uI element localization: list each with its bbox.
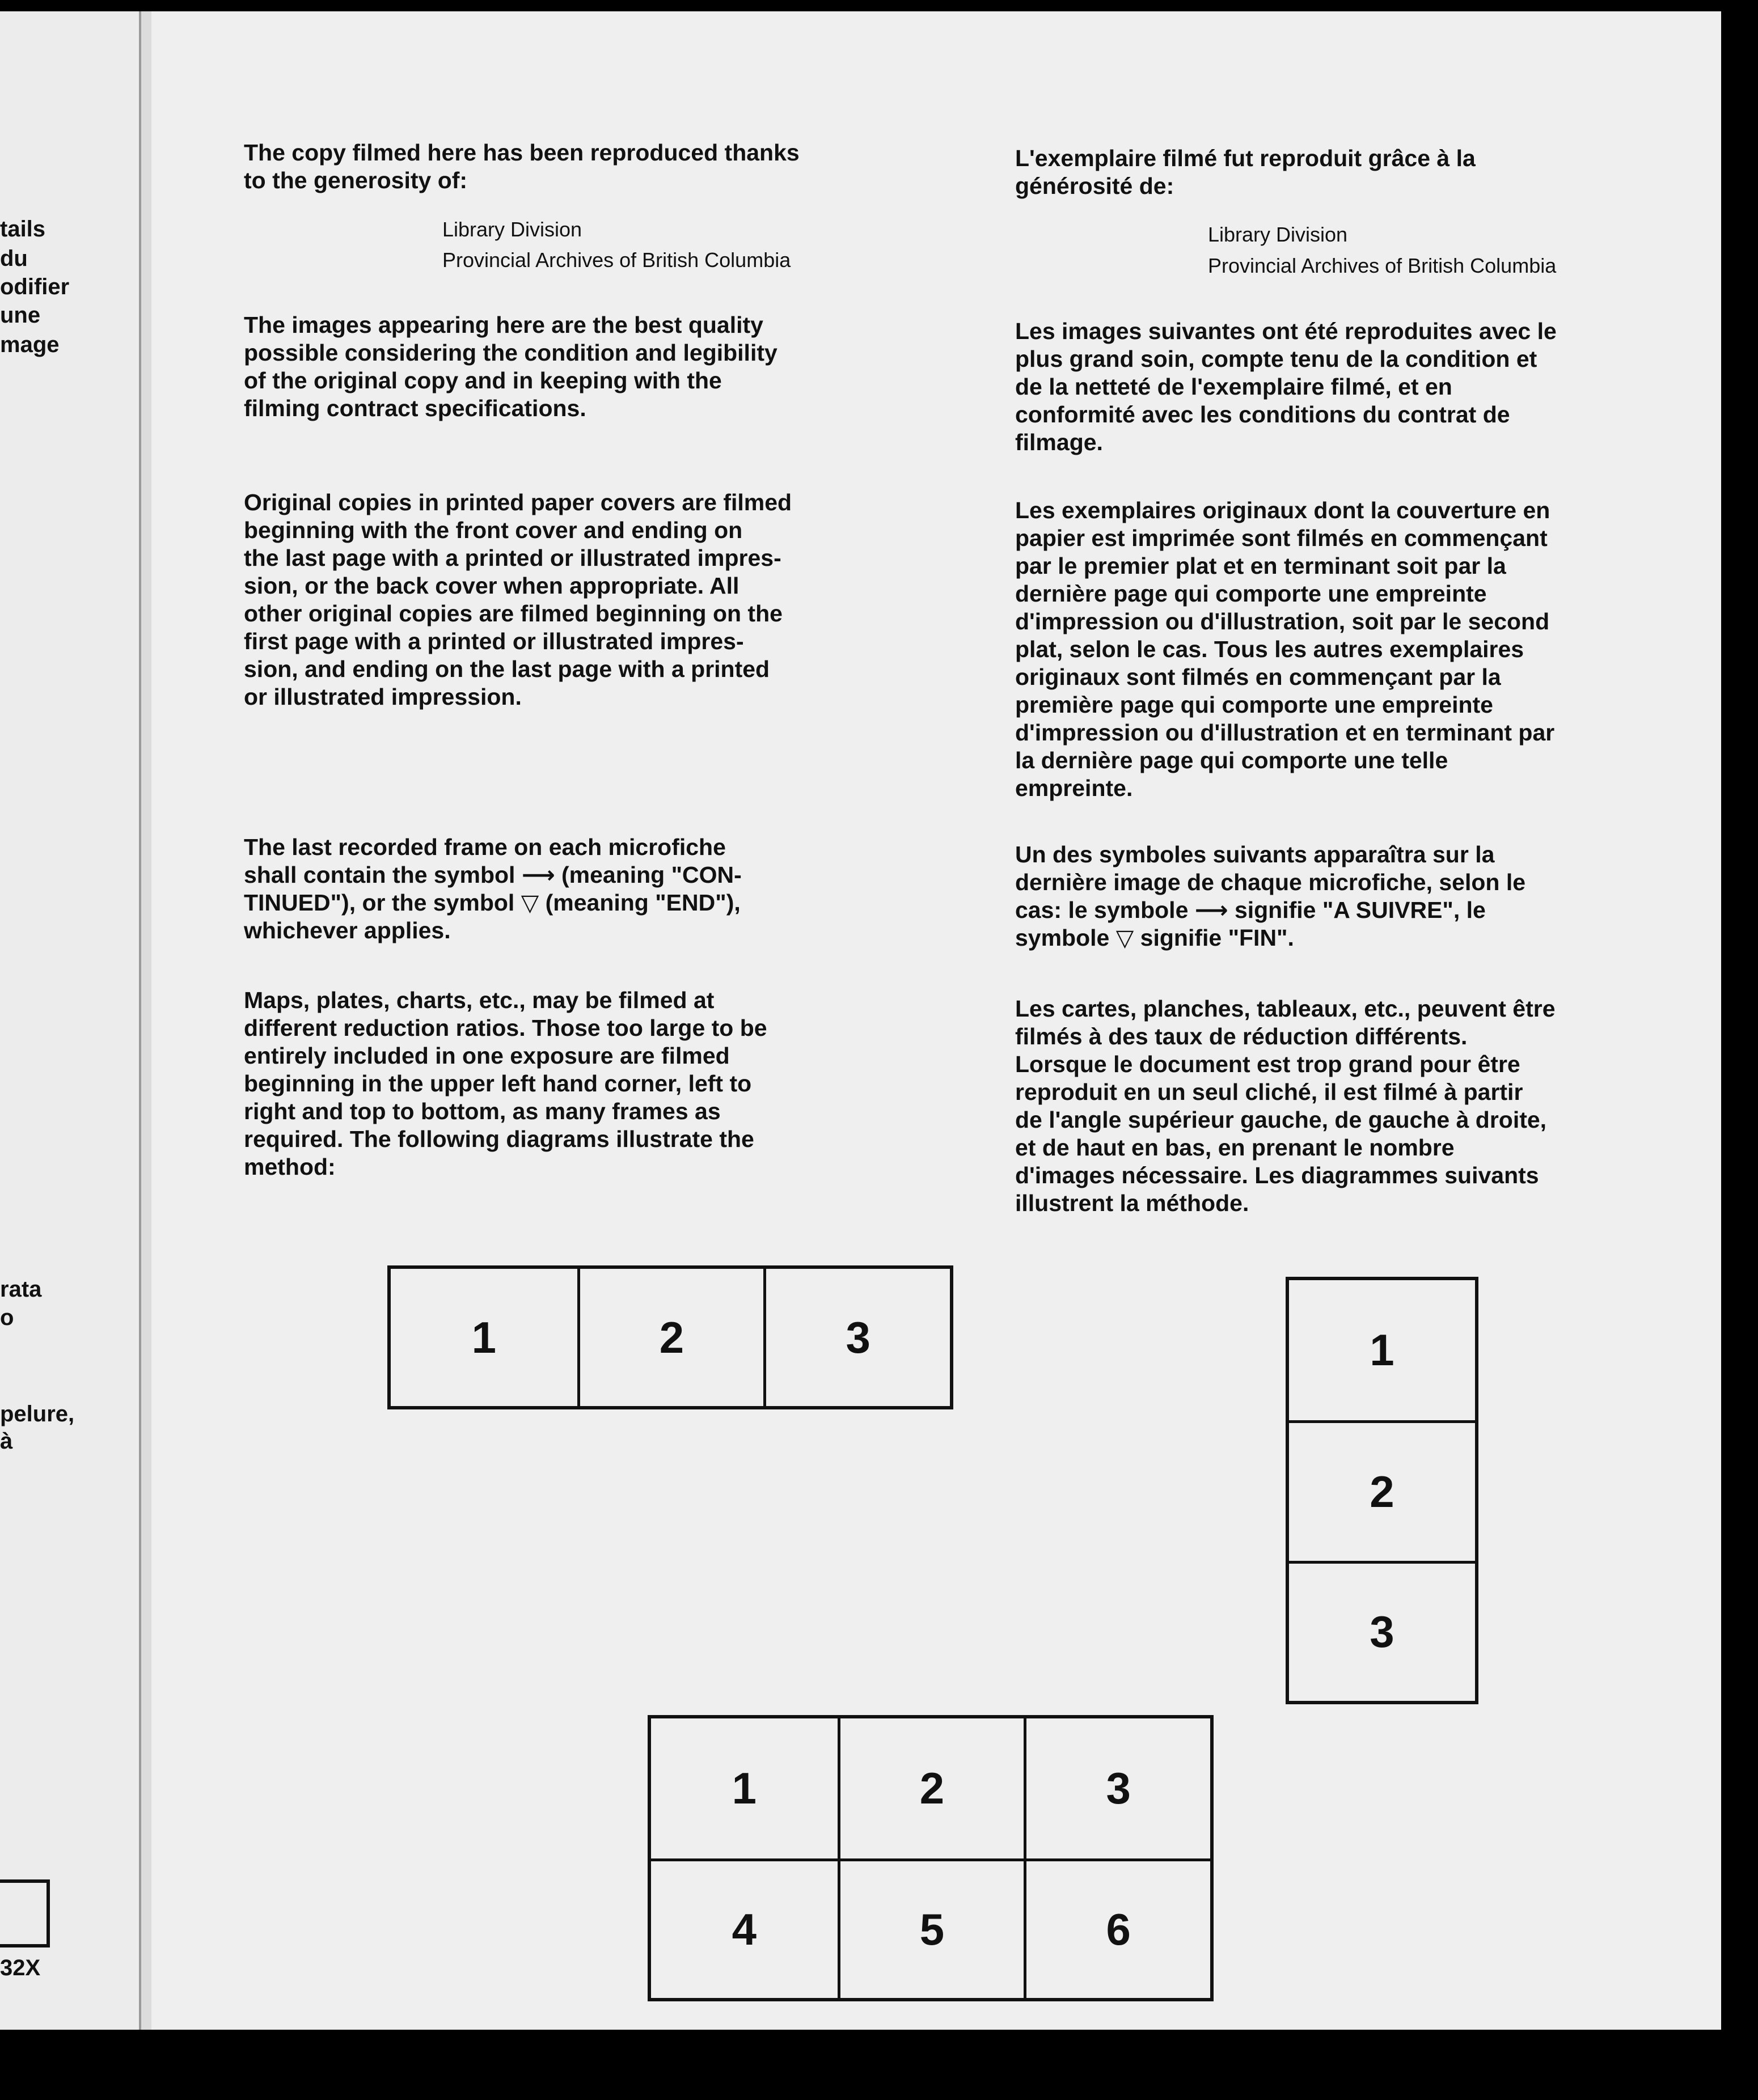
reduction-ratio-label: 32X xyxy=(0,1955,41,1980)
diagram-frame: 2 xyxy=(1289,1420,1475,1560)
diagram-frame: 3 xyxy=(1024,1718,1210,1858)
english-covers-paragraph: Original copies in printed paper covers are filmed beginning with the front cover and ending on the last page with a printed or illustrated impres- sion, or the back cover when appropriate. All other original copies are filmed beginning on the first page with a printed or illustrated impres- sion, and ending on the last page with a printed or illustrated impression. xyxy=(244,489,792,710)
left-fragment-text: une xyxy=(0,303,41,328)
english-symbols-paragraph: The last recorded frame on each microfiche shall contain the symbol ⟶ (meaning "CON- TINUED"), or the symbol ▽ (meaning "END"), whichever applies. xyxy=(244,834,742,943)
diagram-frame: 6 xyxy=(1024,1858,1210,1999)
left-fragment-text: pelure, xyxy=(0,1402,75,1426)
diagram-frame: 1 xyxy=(1370,1325,1394,1375)
english-quality-paragraph: The images appearing here are the best quality possible considering the condition and legibility of the original copy and in keeping with the filming contract specifications. xyxy=(244,312,777,421)
french-institution-line1: Library Division xyxy=(1208,223,1348,246)
diagram-frame: 4 xyxy=(651,1858,838,1999)
left-fragment-text: mage xyxy=(0,332,60,357)
reduction-ratio-box xyxy=(0,1879,50,1947)
left-fragment-text: odifier xyxy=(0,274,70,299)
french-intro: L'exemplaire filmé fut reproduit grâce à la générosité de: xyxy=(1015,145,1476,199)
french-institution-line2: Provincial Archives of British Columbia xyxy=(1208,254,1557,277)
left-fragment-text: tails xyxy=(0,217,46,242)
bottom-black-border xyxy=(0,2030,1758,2100)
english-intro: The copy filmed here has been reproduced thanks to the generosity of: xyxy=(244,139,800,193)
left-page-fragment xyxy=(0,11,139,2030)
diagram-vertical-frames xyxy=(1286,1277,1478,1704)
english-institution-line1: Library Division xyxy=(442,218,582,241)
top-black-border xyxy=(0,0,1758,11)
english-maps-paragraph: Maps, plates, charts, etc., may be filmed at different reduction ratios. Those too large to be entirely included in one exposure are filmed beginning in the upper left hand corner, left to right and top to bottom, as many frames as required. The following diagrams illustrate the method: xyxy=(244,987,767,1180)
diagram-frame: 1 xyxy=(471,1312,497,1362)
page-gutter xyxy=(139,11,151,2030)
diagram-frame: 2 xyxy=(577,1269,764,1406)
french-symbols-paragraph: Un des symboles suivants apparaîtra sur la dernière image de chaque microfiche, selon le cas: le symbole ⟶ signifie "A SUIVRE", le symbole ▽ signifie "FIN". xyxy=(1015,841,1526,951)
french-covers-paragraph: Les exemplaires originaux dont la couverture en papier est imprimée sont filmés en commençant par le premier plat et en terminant soit par la dernière page qui comporte une empreinte d'impression ou d'illustration, soit par le second plat, selon le cas. Tous les autres exemplaires originaux sont filmés en commençant par la première page qui comporte une empreinte d'impression ou d'illustration et en terminant par la dernière page qui comporte une telle empreinte. xyxy=(1015,497,1555,801)
diagram-frame: 3 xyxy=(763,1269,950,1406)
diagram-frame: 5 xyxy=(838,1858,1024,1999)
diagram-frame: 3 xyxy=(1289,1561,1475,1701)
french-quality-paragraph: Les images suivantes ont été reproduites avec le plus grand soin, compte tenu de la condition et de la netteté de l'exemplaire filmé, et en conformité avec les conditions du contrat de filmage. xyxy=(1015,318,1557,455)
left-fragment-text: à xyxy=(0,1429,13,1454)
diagram-grid-frames xyxy=(648,1715,1214,2001)
diagram-frame: 2 xyxy=(838,1718,1024,1858)
left-fragment-text: du xyxy=(0,246,28,271)
diagram-frame: 1 xyxy=(732,1763,757,1813)
left-fragment-text: rata xyxy=(0,1277,42,1302)
english-institution-line2: Provincial Archives of British Columbia xyxy=(442,248,791,272)
diagram-horizontal-frames xyxy=(387,1265,953,1409)
right-black-border xyxy=(1721,0,1758,2100)
french-maps-paragraph: Les cartes, planches, tableaux, etc., peuvent être filmés à des taux de réduction différents. Lorsque le document est trop grand pour être reproduit en un seul cliché, il est filmé à partir de l'angle supérieur gauche, de gauche à droite, et de haut en bas, en prenant le nombre d'images nécessaire. Les diagrammes suivants illustrent la méthode. xyxy=(1015,996,1556,1216)
left-fragment-text: o xyxy=(0,1305,14,1330)
